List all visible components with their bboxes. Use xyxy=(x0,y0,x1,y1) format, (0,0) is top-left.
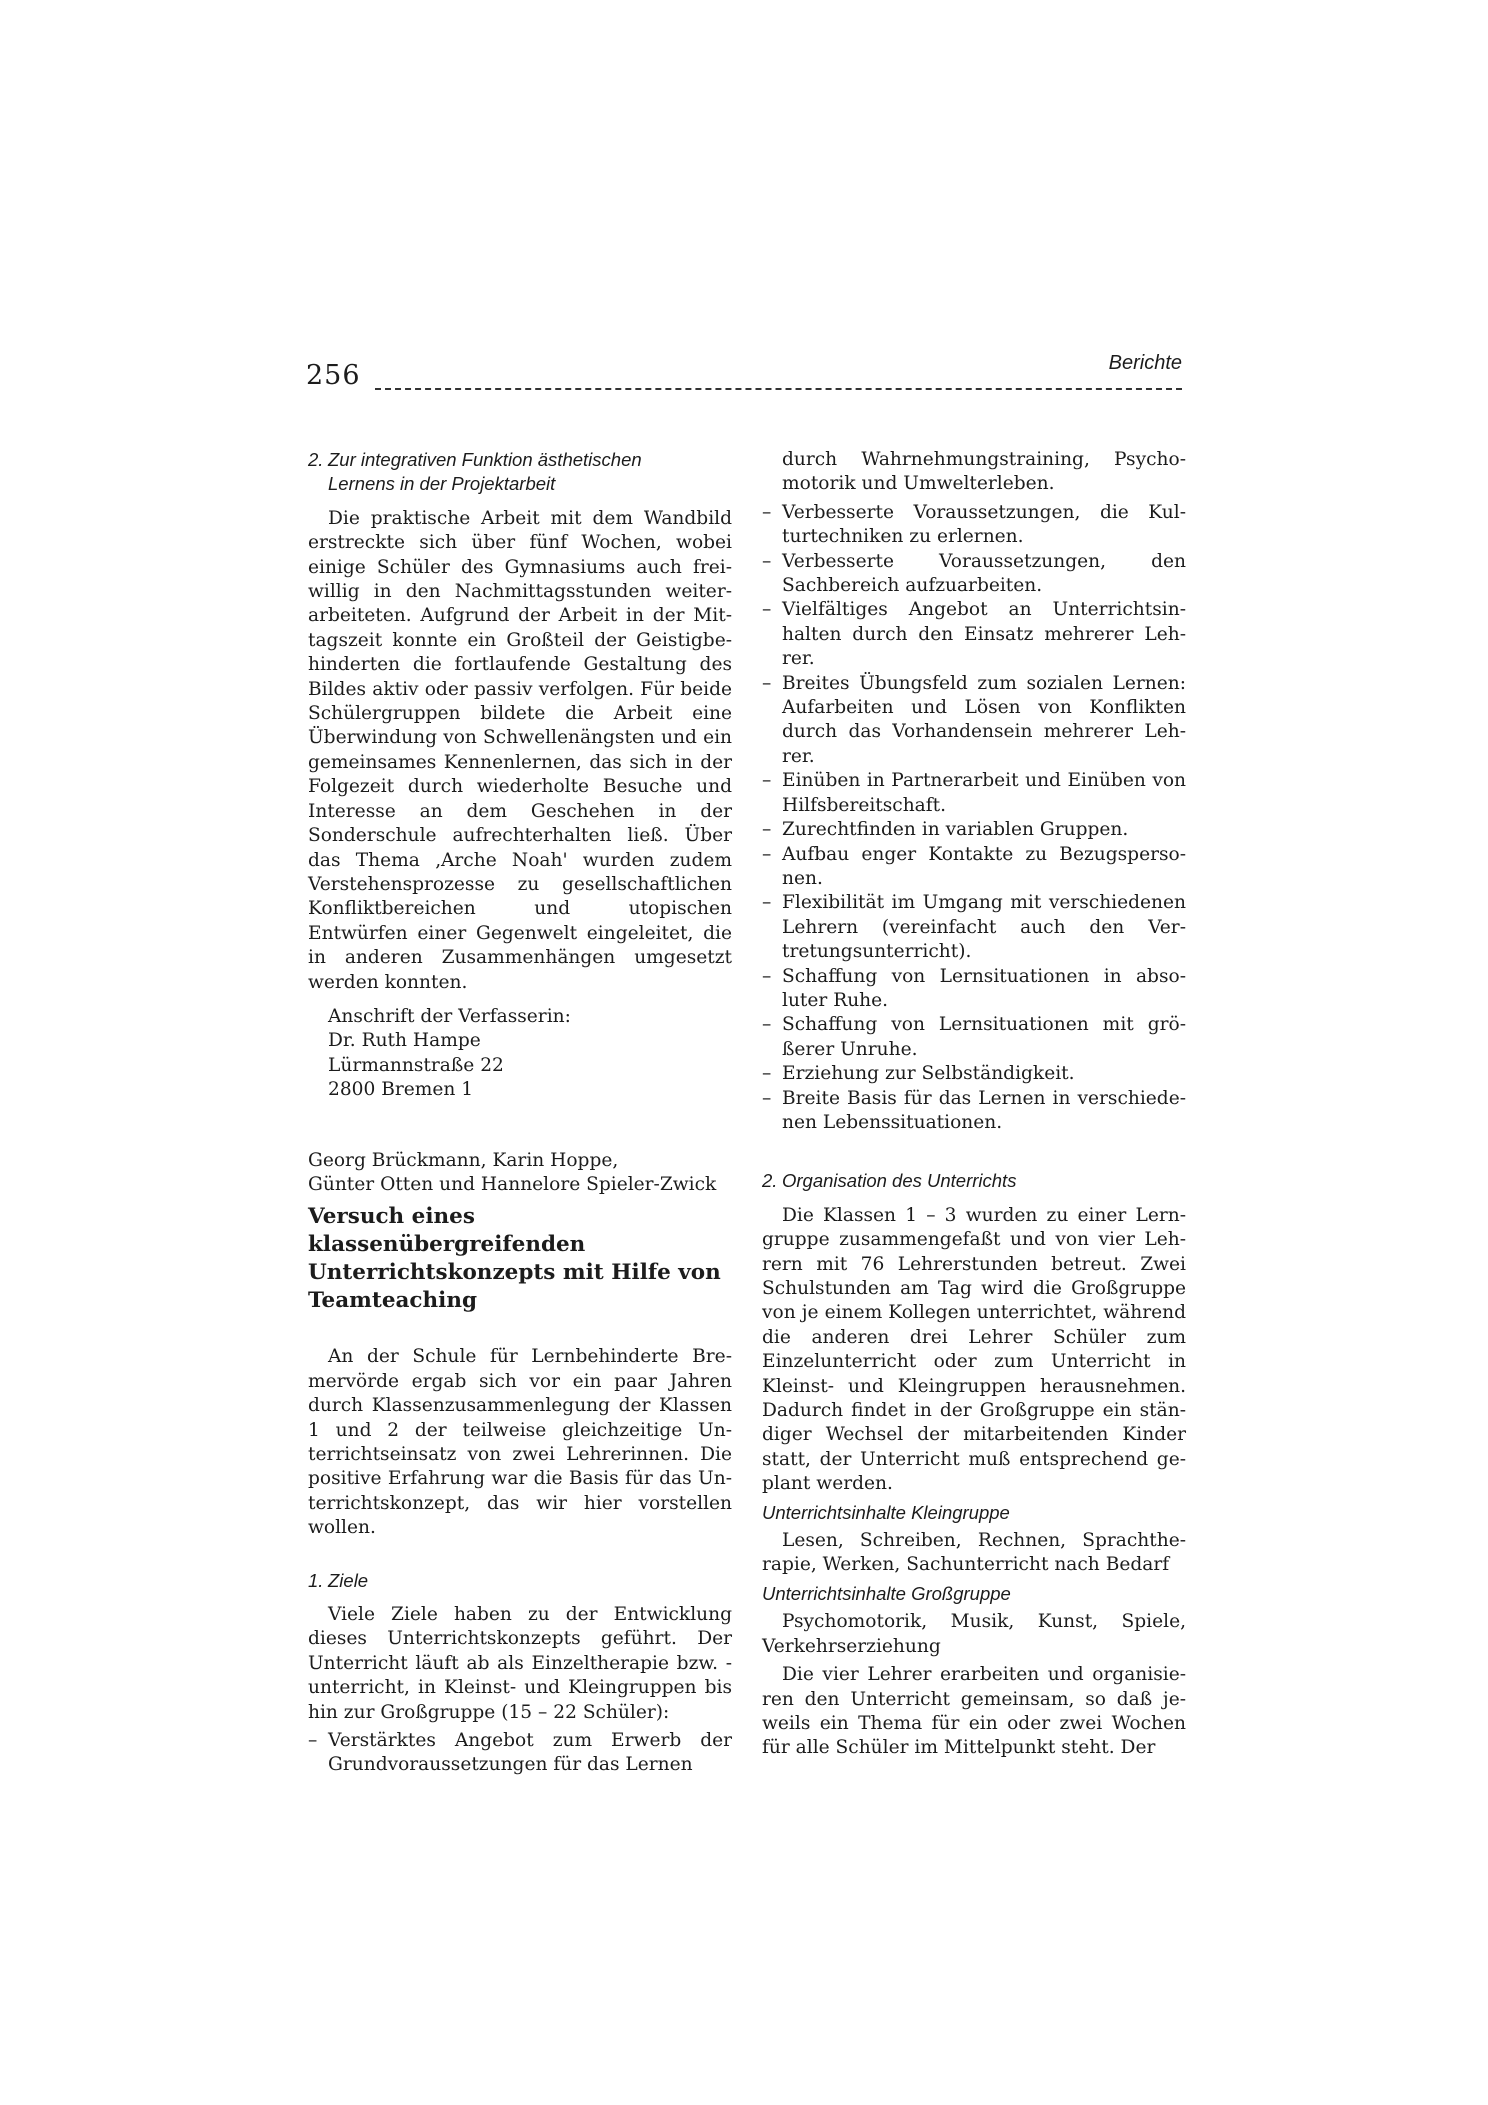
list-item: – Einüben in Partnerarbeit und Einüben von Hilfsbereitschaft. xyxy=(762,769,1186,818)
list-item: – Verbesserte Voraussetzungen, den Sachbereich aufzuarbeiten. xyxy=(762,550,1186,599)
address-street: Lürmannstraße 22 xyxy=(328,1054,504,1076)
ziele-list-start xyxy=(308,1729,732,1778)
article-title: Versuch eines klassenübergreifenden Unterrichtskonzepts mit Hilfe von Teamteaching xyxy=(308,1204,721,1314)
ziele-list xyxy=(762,501,1186,1136)
subheading-kleingruppe: Unterrichtsinhalte Kleingruppe xyxy=(762,1501,1010,1523)
author-address xyxy=(308,1005,732,1103)
address-city: 2800 Bremen 1 xyxy=(328,1079,474,1101)
section-number: 1. xyxy=(308,1569,324,1591)
list-item: – Breites Übungsfeld zum sozialen Lernen: Aufarbeiten und Lösen von Konflikten durch das Vorhandensein mehrerer Lehrer. xyxy=(762,672,1186,770)
section-number: 2. xyxy=(308,449,324,470)
list-item: – Verstärktes Angebot zum Erwerb der Grundvoraussetzungen für das Lernen xyxy=(308,1729,732,1778)
section-title-line2: Lernens in der Projektarbeit xyxy=(328,473,556,495)
article-authors xyxy=(308,1149,732,1198)
header-rule xyxy=(375,388,1182,390)
list-item: – Verbesserte Voraussetzungen, die Kulturtechniken zu erlernen. xyxy=(762,501,1186,550)
section-title: Organisation des Unterrichts xyxy=(782,1170,1017,1192)
page-number: 256 xyxy=(306,360,361,391)
section-heading-organisation xyxy=(762,1169,1186,1193)
left-column xyxy=(308,448,732,1782)
paragraph-intro: An der Schule für Lernbehinderte Bremervörde ergab sich vor ein paar Jahren durch Klassenzusammenlegung der Klassen 1 und 2 der teilweise gleichzeitige Unterrichtseinsatz von zwei Lehrerinnen. Die positive Erfahrung war die Basis für das Unterrichtskonzept, das wir hier vorstellen wollen. xyxy=(308,1346,732,1539)
address-label: Anschrift der Verfasserin: xyxy=(328,1005,571,1027)
list-item: – Zurechtfinden in variablen Gruppen. xyxy=(762,818,1186,842)
list-item: – Aufbau enger Kontakte zu Bezugspersonen. xyxy=(762,843,1186,892)
subheading-grossgruppe: Unterrichtsinhalte Großgruppe xyxy=(762,1582,1011,1604)
right-column xyxy=(762,448,1186,1765)
address-name: Dr. Ruth Hampe xyxy=(328,1030,481,1052)
list-item-continuation: durch Wahrnehmungstraining, Psychomotorik und Umwelterleben. xyxy=(782,449,1186,495)
paragraph-lehrer: Die vier Lehrer erarbeiten und organisieren den Unterricht gemeinsam, so daß jeweils ein Thema für ein oder zwei Wochen für alle Schüler im Mittelpunkt steht. Der xyxy=(762,1664,1186,1759)
list-item: – Erziehung zur Selbständigkeit. xyxy=(762,1062,1186,1086)
authors-line2: Günter Otten und Hannelore Spieler-Zwick xyxy=(308,1173,717,1195)
authors-line1: Georg Brückmann, Karin Hoppe, xyxy=(308,1149,619,1171)
section-title-line1: Zur integrativen Funktion ästhetischen xyxy=(328,449,642,470)
section-number: 2. xyxy=(762,1170,778,1192)
section-title: Ziele xyxy=(328,1569,369,1591)
paragraph-ziele: Viele Ziele haben zu der Entwicklung dieses Unterrichtskonzepts geführt. Der Unterricht läuft ab als Einzeltherapie bzw. -unterricht, in Kleinst- und Kleingruppen bis hin zur Großgruppe (15 – 22 Schüler): xyxy=(308,1604,732,1723)
list-item: – Schaffung von Lernsituationen mit größerer Unruhe. xyxy=(762,1013,1186,1062)
paragraph-wandbild: Die praktische Arbeit mit dem Wandbild erstreckte sich über fünf Wochen, wobei einige Schüler des Gymnasiums auch freiwillig in den Nachmittagsstunden weiterarbeiteten. Aufgrund der Arbeit in der Mittagszeit konnte ein Großteil der Geistigbehinderten die fortlaufende Gestaltung des Bildes aktiv oder passiv verfolgen. Für beide Schülergruppen bildete die Arbeit eine Überwindung von Schwellenängsten und ein gemeinsames Kennenlernen, das sich in der Folgezeit durch wiederholte Besuche und Interesse an dem Geschehen in der Sonderschule aufrechterhalten ließ. Über das Thema ‚Arche Noah' wurden zudem Verstehensprozesse zu gesellschaftlichen Konfliktbereichen und utopischen Entwürfen einer Gegenwelt eingeleitet, die in anderen Zusammenhängen umgesetzt werden konnten. xyxy=(308,507,732,993)
list-item: – Breite Basis für das Lernen in verschiedenen Lebenssituationen. xyxy=(762,1087,1186,1136)
list-item: – Schaffung von Lernsituationen in absoluter Ruhe. xyxy=(762,965,1186,1014)
paragraph-organisation: Die Klassen 1 – 3 wurden zu einer Lerngruppe zusammengefaßt und von vier Lehrern mit 76 Lehrerstunden betreut. Zwei Schulstunden am Tag wird die Großgruppe von je einem Kollegen unterrichtet, während die anderen drei Lehrer Schüler zum Einzelunterricht oder zum Unterricht in Kleinst- und Kleingruppen herausnehmen. Dadurch findet in der Großgruppe ein ständiger Wechsel der mitarbeitenden Kinder statt, der Unterricht muß entsprechend geplant werden. xyxy=(762,1204,1186,1495)
paragraph-kleingruppe: Lesen, Schreiben, Rechnen, Sprachtherapie, Werken, Sachunterricht nach Bedarf xyxy=(762,1530,1186,1576)
section-heading-ziele xyxy=(308,1569,732,1593)
running-head: Berichte xyxy=(1108,352,1182,374)
section-heading-aesthetic xyxy=(308,448,732,497)
list-item: – Flexibilität im Umgang mit verschiedenen Lehrern (vereinfacht auch den Vertretungsunterricht). xyxy=(762,891,1186,964)
paragraph-grossgruppe: Psychomotorik, Musik, Kunst, Spiele, Verkehrserziehung xyxy=(762,1611,1186,1657)
list-item: – Vielfältiges Angebot an Unterrichtsinhalten durch den Einsatz mehrerer Lehrer. xyxy=(762,598,1186,671)
